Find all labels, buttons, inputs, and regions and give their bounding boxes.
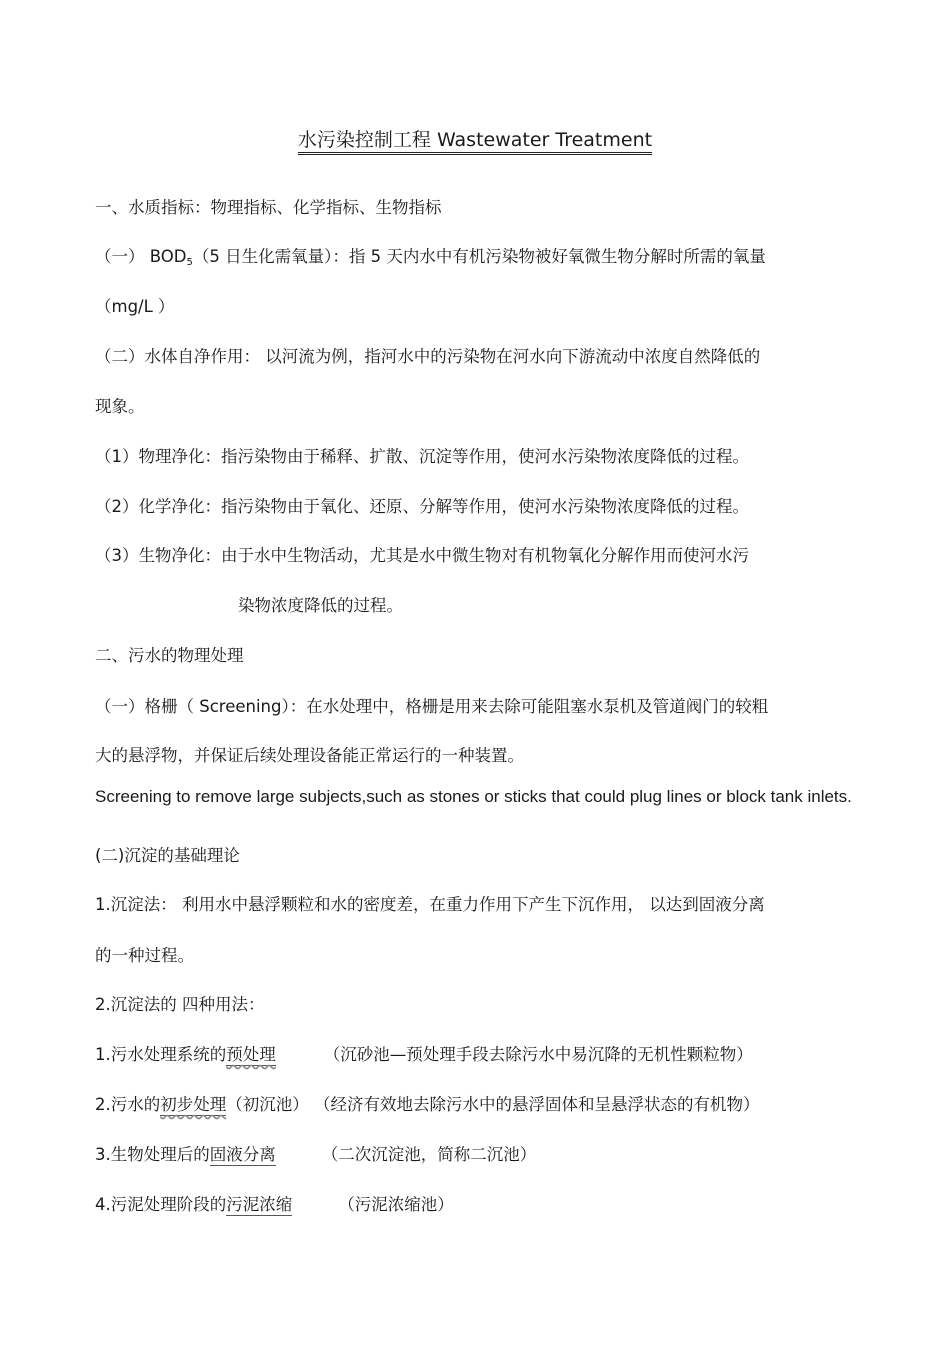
self-purification-def-line2: 现象。	[95, 397, 145, 416]
screening-def-line2: 大的悬浮物，并保证后续处理设备能正常运行的一种装置。	[95, 746, 524, 765]
use-note: （二次沉淀池，简称二沉池）	[321, 1145, 537, 1164]
screening-def-line1: （一）格栅（ Screening）：在水处理中，格栅是用来去除可能阻塞水泵机及管道阀门的较粗	[95, 697, 769, 716]
bod-unit: （mg/L ）	[95, 297, 175, 316]
use-prefix: 2.污水的	[95, 1095, 161, 1114]
document-title: 水污染控制工程 Wastewater Treatment	[0, 127, 950, 153]
bod-subscript: 5	[186, 257, 193, 268]
screening-english: Screening to remove large subjects,such as stones or sticks that could plug lines or block tank inlets.	[95, 787, 852, 806]
use-term: 初步处理	[160, 1095, 227, 1114]
use-term: 固液分离	[209, 1145, 276, 1164]
sedimentation-uses-heading: 2.沉淀法的 四种用法：	[95, 995, 265, 1014]
use-item-3	[95, 1144, 536, 1166]
section-2-heading: 二、污水的物理处理	[95, 646, 244, 665]
use-item-1	[95, 1044, 753, 1066]
use-note: （初沉池） （经济有效地去除污水中的悬浮固体和呈悬浮状态的有机物）	[226, 1095, 760, 1114]
use-note: （沉砂池—预处理手段去除污水中易沉降的无机性颗粒物）	[323, 1045, 753, 1064]
use-prefix: 4.污泥处理阶段的	[95, 1195, 227, 1214]
biological-purification-line2: 染物浓度降低的过程。	[238, 596, 403, 615]
section-1-heading: 一、水质指标：物理指标、化学指标、生物指标	[95, 198, 442, 217]
use-term: 污泥浓缩	[226, 1195, 293, 1214]
use-item-2	[95, 1094, 760, 1116]
use-prefix: 3.生物处理后的	[95, 1145, 210, 1164]
physical-purification: （1）物理净化：指污染物由于稀释、扩散、沉淀等作用，使河水污染物浓度降低的过程。	[95, 447, 749, 466]
sedimentation-def-line1: 1.沉淀法： 利用水中悬浮颗粒和水的密度差，在重力作用下产生下沉作用， 以达到固液分离	[95, 895, 765, 914]
sedimentation-def-line2: 的一种过程。	[95, 946, 194, 965]
use-prefix: 1.污水处理系统的	[95, 1045, 227, 1064]
use-note: （污泥浓缩池）	[338, 1195, 454, 1214]
self-purification-def-line1: （二）水体自净作用： 以河流为例，指河水中的污染物在河水向下游流动中浓度自然降低的	[95, 347, 761, 366]
bod-text: （5 日生化需氧量）：指 5 天内水中有机污染物被好氧微生物分解时所需的氧量	[192, 247, 766, 266]
use-term: 预处理	[226, 1045, 276, 1064]
use-item-4	[95, 1194, 454, 1216]
biological-purification-line1: （3）生物净化：由于水中生物活动，尤其是水中微生物对有机物氧化分解作用而使河水污	[95, 546, 749, 565]
bod-definition	[95, 246, 766, 274]
bod-label: （一） BOD	[95, 247, 187, 266]
sedimentation-heading: (二)沉淀的基础理论	[95, 846, 240, 865]
chemical-purification: （2）化学净化：指污染物由于氧化、还原、分解等作用，使河水污染物浓度降低的过程。	[95, 497, 749, 516]
